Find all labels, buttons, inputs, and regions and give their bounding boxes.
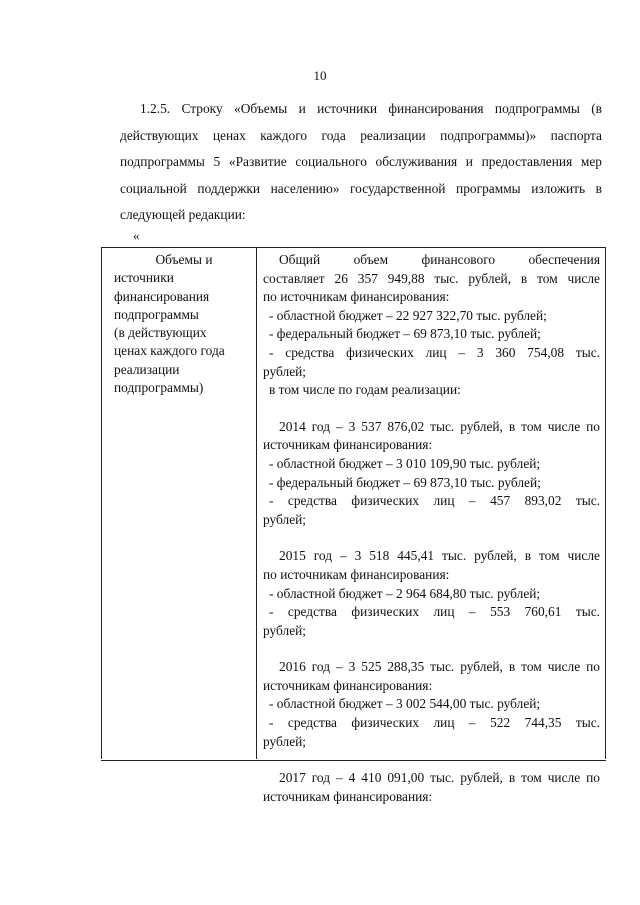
row-header-cell [114,251,254,397]
total-line: - областной бюджет – 22 927 322,70 тыс. рублей; [269,307,547,323]
year-2014-line: источникам финансирования: [263,437,433,453]
row-header-line: подпрограммы) [114,380,204,396]
row-header-line: финансирования [114,288,210,304]
intro-line: следующей редакции: [120,207,246,222]
intro-line: действующих ценах каждого года реализации подпрограммы)» паспорта [120,127,602,143]
intro-line: социальной поддержки населению» государственной программы изложить в [120,180,602,196]
row-header-line: реализации [114,361,180,377]
total-line: - средства физических лиц – 3 360 754,08 тыс. [269,344,600,360]
year-2014-line: - областной бюджет – 3 010 109,90 тыс. рублей; [269,455,541,471]
intro-paragraph [120,96,602,229]
year-2014-line: - средства физических лиц – 457 893,02 тыс. [269,493,600,509]
year-2015-line: рублей; [263,622,307,638]
total-line: Общий объем финансового обеспечения [279,252,600,267]
year-2016-line: рублей; [263,733,307,749]
year-2016-line: 2016 год – 3 525 288,35 тыс. рублей, в том числе по [279,659,600,675]
year-2016-line: источникам финансирования: [263,677,433,693]
intro-line: 1.2.5. Строку «Объемы и источники финансирования подпрограммы (в [140,101,602,116]
total-line: в том числе по годам реализации: [269,382,461,398]
financing-table [101,247,606,804]
year-2016-line: - областной бюджет – 3 002 544,00 тыс. рублей; [269,696,541,712]
total-line: по источникам финансирования: [263,289,450,305]
year-2015-line: - областной бюджет – 2 964 684,80 тыс. рублей; [269,585,541,601]
total-line: рублей; [263,363,307,379]
year-2017-line: 2017 год – 4 410 091,00 тыс. рублей, в том числе по [279,770,600,786]
year-2015-line: - средства физических лиц – 553 760,61 тыс. [269,604,600,620]
year-2014-line: рублей; [263,511,307,527]
row-header-line: источники [114,270,174,286]
row-header-line: подпрограммы [114,306,199,322]
year-2014-line: - федеральный бюджет – 69 873,10 тыс. рублей; [269,474,541,490]
total-line: - федеральный бюджет – 69 873,10 тыс. рублей; [269,326,541,342]
column-divider [256,248,257,759]
row-header-line: (в действующих [114,325,207,341]
year-2015-line: 2015 год – 3 518 445,41 тыс. рублей, в том числе [279,548,600,564]
year-2015-line: по источникам финансирования: [263,566,450,582]
page-number: 10 [313,68,327,83]
year-2017-line: источникам финансирования: [263,788,433,804]
year-2014-line: 2014 год – 3 537 876,02 тыс. рублей, в том числе по [279,418,600,434]
year-2016-line: - средства физических лиц – 522 744,35 тыс. [269,715,600,731]
financing-details-cell [263,251,600,806]
opening-quote: « [133,228,140,243]
total-line: составляет 26 357 949,88 тыс. рублей, в том числе [263,270,600,286]
intro-line: подпрограммы 5 «Развитие социального обслуживания и предоставления мер [120,154,602,169]
row-header-line: ценах каждого года [114,343,225,359]
row-header-line: Объемы и [155,252,213,267]
